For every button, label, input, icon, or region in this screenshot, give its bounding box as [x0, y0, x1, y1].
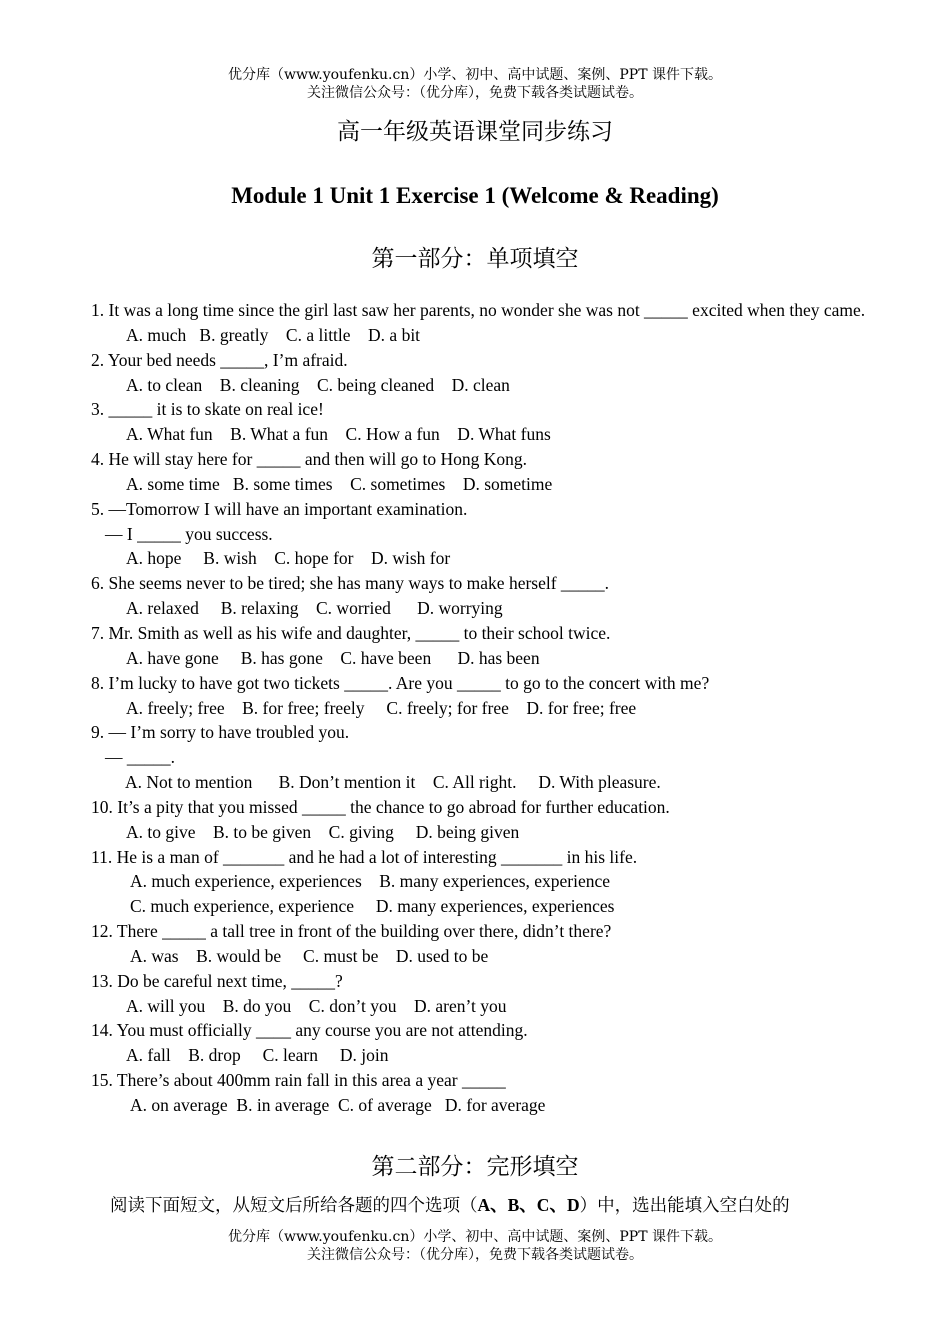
- question-options: A. relaxed B. relaxing C. worried D. worrying: [126, 598, 503, 619]
- question-options: A. freely; free B. for free; freely C. freely; for free D. for free; free: [126, 697, 637, 718]
- question-10: [91, 795, 871, 845]
- question-options: A. to clean B. cleaning C. being cleaned D. clean: [126, 374, 510, 395]
- footer-line-1: 优分库（www.youfenku.cn）小学、初中、高中试题、案例、PPT 课件下载。: [227, 1229, 722, 1245]
- instructions-letters: A、B、C、D: [477, 1195, 580, 1215]
- question-stem: 1. It was a long time since the girl last saw her parents, no wonder she was not _____ excited when they came.: [91, 300, 866, 320]
- question-options: A. Not to mention B. Don’t mention it C. All right. D. With pleasure.: [125, 772, 661, 793]
- question-options: A. some time B. some times C. sometimes D. sometime: [126, 473, 553, 494]
- header-line-2: 关注微信公众号：（优分库），免费下载各类试题试卷。: [307, 85, 643, 101]
- question-8: [91, 671, 871, 721]
- page-header-top: [0, 66, 950, 102]
- question-options: A. much experience, experiences B. many experiences, experience: [130, 871, 611, 892]
- question-stem: 9. — I’m sorry to have troubled you.: [91, 722, 350, 743]
- question-options: A. much B. greatly C. a little D. a bit: [126, 324, 421, 345]
- question-options: A. hope B. wish C. hope for D. wish for: [126, 548, 451, 569]
- question-stem: 15. There’s about 400mm rain fall in this area a year _____: [91, 1070, 506, 1091]
- question-options: A. will you B. do you C. don’t you D. aren’t you: [126, 995, 507, 1016]
- question-stem: 8. I’m lucky to have got two tickets _____. Are you _____ to go to the concert with me?: [91, 672, 710, 693]
- question-options: A. What fun B. What a fun C. How a fun D. What funs: [126, 424, 551, 445]
- question-stem: 11. He is a man of _______ and he had a lot of interesting _______ in his life.: [91, 846, 638, 867]
- question-options: A. on average B. in average C. of average D. for average: [130, 1095, 546, 1115]
- question-options: A. to give B. to be given C. giving D. being given: [126, 821, 520, 842]
- document-title-en: Module 1 Unit 1 Exercise 1 (Welcome & Reading): [231, 183, 719, 208]
- question-stem: 4. He will stay here for _____ and then will go to Hong Kong.: [91, 449, 527, 470]
- question-stem: 13. Do be careful next time, _____?: [91, 970, 343, 991]
- question-stem: 2. Your bed needs _____, I’m afraid.: [91, 349, 348, 370]
- question-stem: 6. She seems never to be tired; she has many ways to make herself _____.: [91, 573, 610, 594]
- question-stem: 10. It’s a pity that you missed _____ the chance to go abroad for further education.: [91, 796, 670, 817]
- question-reply: — _____.: [105, 747, 175, 768]
- question-2: [91, 348, 871, 398]
- question-stem: 12. There _____ a tall tree in front of the building over there, didn’t there?: [91, 921, 612, 942]
- question-options-2: C. much experience, experience D. many experiences, experiences: [130, 896, 615, 917]
- instructions-before: 阅读下面短文，从短文后所给各题的四个选项（: [110, 1196, 478, 1216]
- instructions-after: ）中，选出能填入空白处的: [579, 1196, 790, 1216]
- question-7: [91, 621, 871, 671]
- question-options: A. was B. would be C. must be D. used to be: [130, 945, 489, 966]
- header-line-1: 优分库（www.youfenku.cn）小学、初中、高中试题、案例、PPT 课件下载。: [227, 67, 722, 83]
- section-2-title: 第二部分：完形填空: [371, 1154, 579, 1180]
- question-14: [91, 1018, 871, 1068]
- question-6: [91, 571, 871, 621]
- question-reply: — I _____ you success.: [105, 523, 273, 544]
- page-footer: [0, 1228, 950, 1264]
- question-15: [91, 1068, 871, 1118]
- question-list: [91, 298, 871, 1118]
- footer-line-2: 关注微信公众号：（优分库），免费下载各类试题试卷。: [307, 1247, 643, 1263]
- question-options: A. have gone B. has gone C. have been D. has been: [126, 647, 540, 668]
- question-3: [91, 397, 871, 447]
- question-11: [91, 845, 871, 920]
- question-1: [91, 298, 871, 348]
- question-stem: 5. —Tomorrow I will have an important examination.: [91, 498, 468, 519]
- document-title-cn: 高一年级英语课堂同步练习: [337, 119, 613, 145]
- section-1-title: 第一部分：单项填空: [371, 246, 579, 272]
- question-4: [91, 447, 871, 497]
- question-9: [91, 720, 871, 795]
- question-stem: 14. You must officially ____ any course you are not attending.: [91, 1020, 528, 1041]
- question-stem: 7. Mr. Smith as well as his wife and daughter, _____ to their school twice.: [91, 622, 611, 643]
- question-options: A. fall B. drop C. learn D. join: [126, 1045, 389, 1066]
- cloze-instructions: [110, 1192, 870, 1219]
- question-5: [91, 497, 871, 572]
- question-12: [91, 919, 871, 969]
- question-13: [91, 969, 871, 1019]
- question-stem: 3. _____ it is to skate on real ice!: [91, 399, 324, 420]
